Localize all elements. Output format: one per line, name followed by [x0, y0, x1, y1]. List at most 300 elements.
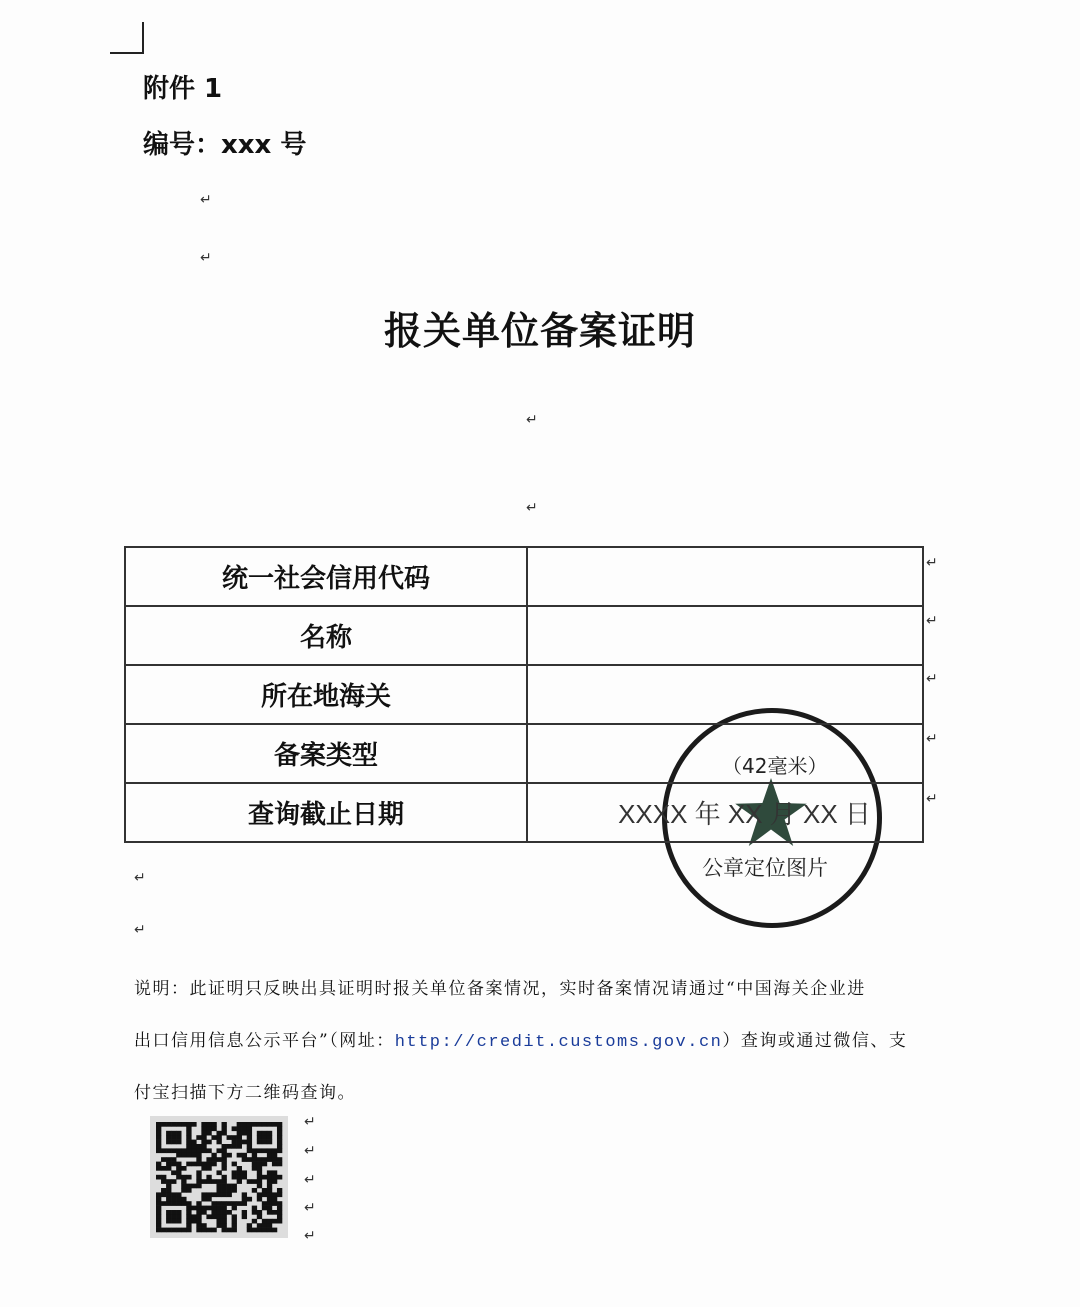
qr-module	[161, 1228, 166, 1233]
table-row	[125, 606, 923, 665]
qr-module	[186, 1210, 191, 1215]
qr-module	[262, 1219, 267, 1224]
qr-module	[216, 1179, 221, 1184]
qr-module	[181, 1184, 186, 1189]
qr-module	[232, 1223, 237, 1228]
qr-module	[257, 1192, 262, 1197]
qr-module	[222, 1184, 227, 1189]
row-label: 备案类型	[125, 724, 527, 783]
qr-module	[222, 1201, 227, 1206]
qr-module	[201, 1148, 206, 1153]
qr-module	[227, 1153, 232, 1158]
qr-module	[176, 1219, 181, 1224]
qr-module	[156, 1197, 161, 1202]
qr-module	[196, 1179, 201, 1184]
qr-module	[201, 1210, 206, 1215]
qr-module	[166, 1131, 171, 1136]
qr-module	[222, 1126, 227, 1131]
row-label: 所在地海关	[125, 665, 527, 724]
qr-module	[257, 1197, 262, 1202]
qr-module	[222, 1153, 227, 1158]
qr-module	[186, 1126, 191, 1131]
qr-module	[161, 1122, 166, 1127]
qr-module	[186, 1131, 191, 1136]
qr-module	[206, 1228, 211, 1233]
qr-module	[257, 1228, 262, 1233]
qr-module	[196, 1153, 201, 1158]
document-number: 编号：xxx 号	[143, 130, 307, 160]
qr-module	[237, 1126, 242, 1131]
qr-module	[252, 1166, 257, 1171]
qr-module	[196, 1206, 201, 1211]
qr-module	[196, 1214, 201, 1219]
qr-module	[247, 1223, 252, 1228]
qr-module	[161, 1179, 166, 1184]
qr-module	[237, 1201, 242, 1206]
return-mark: ↵	[134, 870, 146, 886]
corner-crop-mark	[110, 22, 144, 54]
qr-module	[237, 1153, 242, 1158]
qr-module	[252, 1210, 257, 1215]
qr-module	[191, 1214, 196, 1219]
qr-module	[267, 1140, 272, 1145]
credit-website-link[interactable]: http://credit.customs.gov.cn	[394, 1033, 723, 1052]
qr-module	[156, 1223, 161, 1228]
qr-module	[161, 1188, 166, 1193]
qr-module	[232, 1175, 237, 1180]
qr-module	[216, 1148, 221, 1153]
qr-module	[237, 1170, 242, 1175]
qr-module	[267, 1197, 272, 1202]
qr-module	[277, 1157, 282, 1162]
qr-module	[267, 1148, 272, 1153]
qr-module	[211, 1228, 216, 1233]
return-mark: ↵	[926, 731, 938, 747]
qr-module	[237, 1144, 242, 1149]
qr-module	[156, 1228, 161, 1233]
return-mark: ↵	[926, 555, 938, 571]
qr-module	[176, 1192, 181, 1197]
qr-module	[222, 1179, 227, 1184]
qr-module	[206, 1166, 211, 1171]
qr-module	[242, 1197, 247, 1202]
qr-module	[191, 1162, 196, 1167]
qr-module	[181, 1148, 186, 1153]
qr-module	[211, 1162, 216, 1167]
qr-module	[171, 1170, 176, 1175]
qr-module	[156, 1140, 161, 1145]
qr-module	[272, 1153, 277, 1158]
qr-module	[227, 1210, 232, 1215]
qr-module	[176, 1197, 181, 1202]
return-mark: ↵	[304, 1172, 316, 1188]
qr-module	[257, 1131, 262, 1136]
qr-module	[176, 1228, 181, 1233]
qr-module	[161, 1201, 166, 1206]
qr-module	[186, 1153, 191, 1158]
qr-module	[262, 1175, 267, 1180]
qr-module	[216, 1219, 221, 1224]
qr-module	[252, 1122, 257, 1127]
qr-module	[267, 1153, 272, 1158]
qr-module	[206, 1126, 211, 1131]
qr-module	[242, 1153, 247, 1158]
qr-module	[222, 1144, 227, 1149]
qr-module	[201, 1140, 206, 1145]
qr-module	[211, 1157, 216, 1162]
qr-module	[156, 1144, 161, 1149]
qr-module	[277, 1126, 282, 1131]
qr-module	[191, 1140, 196, 1145]
qr-module	[216, 1157, 221, 1162]
qr-module	[267, 1188, 272, 1193]
return-mark: ↵	[526, 412, 538, 428]
qr-module	[242, 1157, 247, 1162]
qr-module	[201, 1206, 206, 1211]
qr-module	[277, 1135, 282, 1140]
qr-module	[267, 1131, 272, 1136]
qr-module	[191, 1144, 196, 1149]
note-text: ）查询或通过微信、支	[722, 1031, 908, 1051]
qr-module	[216, 1206, 221, 1211]
qr-module	[161, 1148, 166, 1153]
qr-module	[222, 1188, 227, 1193]
qr-module	[267, 1201, 272, 1206]
qr-module	[211, 1206, 216, 1211]
qr-module	[272, 1157, 277, 1162]
qr-module	[262, 1206, 267, 1211]
qr-module	[171, 1140, 176, 1145]
qr-module	[237, 1140, 242, 1145]
qr-module	[262, 1201, 267, 1206]
qr-module	[257, 1148, 262, 1153]
qr-module	[277, 1210, 282, 1215]
qr-module	[201, 1223, 206, 1228]
qr-module	[222, 1228, 227, 1233]
qr-module	[257, 1184, 262, 1189]
qr-module	[166, 1214, 171, 1219]
qr-module	[186, 1135, 191, 1140]
qr-module	[196, 1148, 201, 1153]
qr-module	[262, 1188, 267, 1193]
qr-module	[201, 1192, 206, 1197]
qr-module	[171, 1157, 176, 1162]
row-value-date: XXXX 年 XX 月 XX 日	[527, 783, 923, 842]
qr-module	[227, 1228, 232, 1233]
qr-module	[262, 1148, 267, 1153]
qr-module	[232, 1214, 237, 1219]
qr-module	[211, 1201, 216, 1206]
qr-module	[166, 1148, 171, 1153]
qr-module	[166, 1179, 171, 1184]
qr-module	[262, 1157, 267, 1162]
qr-module	[247, 1197, 252, 1202]
qr-module	[211, 1126, 216, 1131]
qr-module	[196, 1144, 201, 1149]
qr-module	[161, 1166, 166, 1171]
qr-module	[222, 1192, 227, 1197]
qr-module	[166, 1228, 171, 1233]
qr-module	[277, 1140, 282, 1145]
return-mark: ↵	[200, 192, 212, 208]
qr-module	[216, 1140, 221, 1145]
qr-module	[206, 1192, 211, 1197]
qr-module	[247, 1228, 252, 1233]
qr-module	[247, 1131, 252, 1136]
qr-module	[247, 1144, 252, 1149]
qr-module	[206, 1175, 211, 1180]
qr-module	[156, 1162, 161, 1167]
qr-module	[267, 1192, 272, 1197]
qr-module	[252, 1219, 257, 1224]
qr-module	[277, 1201, 282, 1206]
qr-module	[216, 1188, 221, 1193]
qr-module	[166, 1188, 171, 1193]
qr-module	[216, 1135, 221, 1140]
qr-module	[267, 1206, 272, 1211]
record-table	[124, 546, 924, 843]
qr-module	[257, 1214, 262, 1219]
qr-module	[181, 1122, 186, 1127]
qr-module	[257, 1140, 262, 1145]
qr-module	[262, 1162, 267, 1167]
qr-module	[237, 1179, 242, 1184]
qr-module	[232, 1140, 237, 1145]
qr-module	[227, 1135, 232, 1140]
qr-module	[247, 1126, 252, 1131]
qr-module	[277, 1192, 282, 1197]
qr-module	[186, 1188, 191, 1193]
qr-module	[272, 1210, 277, 1215]
qr-module	[206, 1140, 211, 1145]
qr-module	[206, 1122, 211, 1127]
qr-module	[186, 1214, 191, 1219]
qr-module	[196, 1135, 201, 1140]
qr-module	[222, 1219, 227, 1224]
qr-module	[222, 1148, 227, 1153]
qr-module	[186, 1184, 191, 1189]
qr-module	[257, 1166, 262, 1171]
qr-module	[222, 1122, 227, 1127]
qr-module	[247, 1179, 252, 1184]
qr-module	[262, 1223, 267, 1228]
qr-module	[216, 1131, 221, 1136]
qr-module	[272, 1179, 277, 1184]
qr-module	[171, 1162, 176, 1167]
qr-module	[166, 1184, 171, 1189]
qr-module	[216, 1201, 221, 1206]
qr-module	[257, 1157, 262, 1162]
qr-module	[206, 1157, 211, 1162]
qr-module	[252, 1148, 257, 1153]
qr-module	[277, 1219, 282, 1224]
qr-module	[171, 1148, 176, 1153]
qr-module	[242, 1201, 247, 1206]
qr-module	[242, 1175, 247, 1180]
qr-module	[277, 1144, 282, 1149]
qr-module	[247, 1135, 252, 1140]
qr-module	[232, 1144, 237, 1149]
qr-module	[181, 1179, 186, 1184]
qr-module	[237, 1135, 242, 1140]
qr-module	[206, 1206, 211, 1211]
qr-module	[166, 1140, 171, 1145]
qr-module	[242, 1122, 247, 1127]
qr-module	[232, 1219, 237, 1224]
qr-module	[171, 1135, 176, 1140]
qr-module	[196, 1170, 201, 1175]
seal-caption: 公章定位图片	[702, 856, 828, 880]
qr-module	[222, 1166, 227, 1171]
qr-module	[277, 1175, 282, 1180]
qr-module	[166, 1162, 171, 1167]
qr-module	[191, 1219, 196, 1224]
return-mark: ↵	[200, 250, 212, 266]
qr-module	[262, 1192, 267, 1197]
qr-module	[272, 1170, 277, 1175]
qr-module	[252, 1162, 257, 1167]
return-mark: ↵	[926, 671, 938, 687]
row-label: 统一社会信用代码	[125, 547, 527, 606]
qr-module	[227, 1188, 232, 1193]
qr-module	[186, 1148, 191, 1153]
qr-code-image	[150, 1116, 288, 1238]
qr-module	[186, 1228, 191, 1233]
qr-module	[201, 1135, 206, 1140]
qr-module	[232, 1135, 237, 1140]
qr-module	[252, 1206, 257, 1211]
qr-module	[272, 1201, 277, 1206]
qr-module	[216, 1192, 221, 1197]
qr-module	[196, 1157, 201, 1162]
table-row	[125, 547, 923, 606]
qr-module	[267, 1228, 272, 1233]
qr-module	[262, 1140, 267, 1145]
qr-module	[211, 1214, 216, 1219]
qr-module	[171, 1214, 176, 1219]
row-value	[527, 547, 923, 606]
qr-module	[196, 1219, 201, 1224]
qr-module	[252, 1188, 257, 1193]
qr-module	[176, 1210, 181, 1215]
qr-module	[171, 1201, 176, 1206]
qr-module	[272, 1148, 277, 1153]
qr-module	[201, 1179, 206, 1184]
qr-module	[196, 1175, 201, 1180]
qr-module	[191, 1206, 196, 1211]
qr-module	[247, 1140, 252, 1145]
return-mark: ↵	[304, 1114, 316, 1130]
qr-module	[171, 1179, 176, 1184]
qr-module	[242, 1210, 247, 1215]
qr-module	[252, 1157, 257, 1162]
qr-module	[232, 1201, 237, 1206]
qr-module	[247, 1157, 252, 1162]
qr-module	[242, 1192, 247, 1197]
qr-module	[252, 1153, 257, 1158]
qr-module	[222, 1223, 227, 1228]
qr-module	[201, 1166, 206, 1171]
note-line-2	[134, 1026, 907, 1052]
qr-module	[186, 1175, 191, 1180]
qr-module	[247, 1148, 252, 1153]
qr-module	[206, 1162, 211, 1167]
note-line-3: 付宝扫描下方二维码查询。	[134, 1083, 356, 1103]
qr-module	[237, 1175, 242, 1180]
qr-module	[156, 1166, 161, 1171]
qr-module	[211, 1210, 216, 1215]
qr-module	[196, 1184, 201, 1189]
qr-module	[171, 1197, 176, 1202]
qr-module	[156, 1122, 161, 1127]
qr-module	[176, 1170, 181, 1175]
qr-module	[257, 1170, 262, 1175]
qr-module	[277, 1148, 282, 1153]
qr-module	[191, 1122, 196, 1127]
qr-module	[166, 1197, 171, 1202]
qr-module	[206, 1131, 211, 1136]
qr-module	[206, 1214, 211, 1219]
qr-module	[201, 1144, 206, 1149]
qr-module	[206, 1179, 211, 1184]
qr-module	[211, 1135, 216, 1140]
qr-module	[186, 1122, 191, 1127]
qr-module	[227, 1144, 232, 1149]
table-row	[125, 665, 923, 724]
qr-module	[201, 1131, 206, 1136]
qr-module	[181, 1201, 186, 1206]
qr-module	[181, 1197, 186, 1202]
qr-module	[166, 1210, 171, 1215]
qr-module	[166, 1157, 171, 1162]
qr-module	[216, 1170, 221, 1175]
qr-module	[186, 1140, 191, 1145]
qr-module	[272, 1192, 277, 1197]
qr-module	[171, 1228, 176, 1233]
qr-module	[176, 1140, 181, 1145]
qr-module	[232, 1126, 237, 1131]
qr-module	[176, 1148, 181, 1153]
qr-module	[196, 1162, 201, 1167]
qr-module	[156, 1214, 161, 1219]
qr-module	[242, 1214, 247, 1219]
qr-module	[171, 1192, 176, 1197]
qr-module	[166, 1219, 171, 1224]
return-mark: ↵	[926, 613, 938, 629]
return-mark: ↵	[304, 1143, 316, 1159]
qr-module	[156, 1126, 161, 1131]
qr-module	[176, 1166, 181, 1171]
qr-module	[267, 1184, 272, 1189]
qr-module	[277, 1131, 282, 1136]
qr-module	[222, 1210, 227, 1215]
qr-module	[156, 1210, 161, 1215]
qr-module	[166, 1166, 171, 1171]
qr-module	[196, 1201, 201, 1206]
qr-module	[277, 1188, 282, 1193]
qr-module	[211, 1153, 216, 1158]
qr-module	[267, 1219, 272, 1224]
qr-module	[211, 1122, 216, 1127]
qr-module	[166, 1135, 171, 1140]
qr-module	[257, 1210, 262, 1215]
qr-module	[191, 1148, 196, 1153]
qr-module	[156, 1219, 161, 1224]
qr-module	[222, 1157, 227, 1162]
qr-module	[267, 1175, 272, 1180]
qr-module	[237, 1131, 242, 1136]
qr-module	[181, 1153, 186, 1158]
